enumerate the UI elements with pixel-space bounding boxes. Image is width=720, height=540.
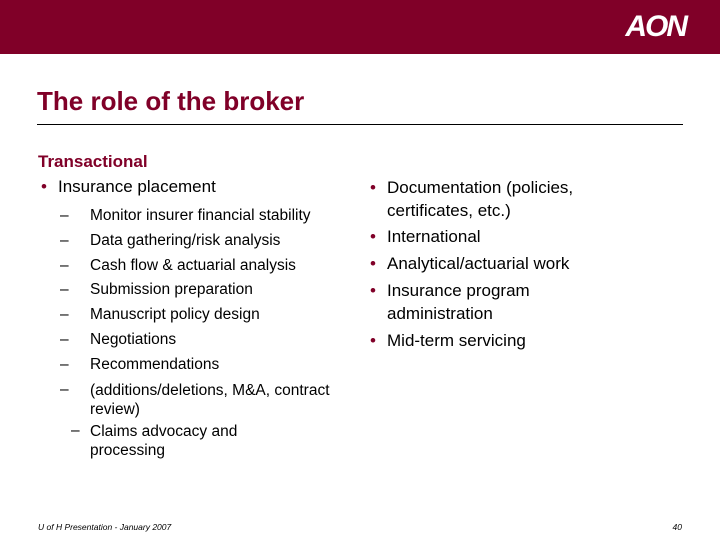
header-bar	[0, 0, 720, 54]
dash-icon: –	[60, 281, 69, 299]
bullet-item	[367, 329, 657, 352]
sub-item	[38, 378, 368, 419]
slide-title: The role of the broker	[37, 86, 305, 116]
sub-item-label: Claims advocacy and processing	[90, 422, 238, 459]
sub-item-label: (additions/deletions, M&A, contract review)	[90, 381, 330, 418]
bullet-item	[367, 176, 657, 222]
right-column	[367, 176, 657, 352]
sub-item-label: Monitor insurer financial stability	[90, 207, 311, 224]
bullet-label: Documentation (policies, certificates, etc.)	[387, 178, 574, 220]
dash-icon: –	[60, 355, 69, 373]
bullet-item	[38, 175, 368, 200]
left-column	[38, 150, 368, 460]
sub-item	[38, 254, 368, 279]
sub-item	[38, 204, 368, 229]
bullet-item	[367, 225, 657, 248]
sub-item-label: Recommendations	[90, 355, 220, 373]
bullet-label: International	[387, 227, 481, 246]
bullet-icon: •	[41, 176, 47, 196]
bullet-icon: •	[370, 331, 376, 350]
dash-icon: –	[60, 306, 69, 324]
bullet-label: Insurance program administration	[387, 281, 530, 323]
bullet-label: Mid-term servicing	[387, 331, 526, 350]
sub-item	[38, 419, 368, 460]
sub-item	[38, 328, 368, 353]
dash-icon: –	[71, 421, 80, 439]
bullet-item	[367, 252, 657, 275]
sub-item-label: Cash flow & actuarial analysis	[90, 256, 296, 274]
dash-icon: –	[60, 256, 69, 274]
dash-icon: –	[60, 231, 69, 249]
dash-icon: –	[60, 380, 69, 398]
sub-item	[38, 353, 368, 378]
bullet-icon: •	[370, 178, 376, 197]
bullet-item	[367, 279, 657, 325]
bullet-icon: •	[370, 281, 376, 300]
sub-item	[38, 303, 368, 328]
sub-item-label: Submission preparation	[90, 281, 253, 299]
dash-icon: –	[60, 330, 69, 348]
bullet-icon: •	[370, 254, 376, 273]
dash-icon: –	[60, 207, 69, 224]
sub-item-label: Manuscript policy design	[90, 306, 260, 324]
bullet-label: Insurance placement	[58, 176, 216, 196]
page-number: 40	[672, 522, 682, 532]
bullet-icon: •	[370, 227, 376, 246]
sub-item	[38, 229, 368, 254]
section-heading: Transactional	[38, 152, 148, 171]
sub-item	[38, 278, 368, 303]
sub-item-label: Data gathering/risk analysis	[90, 231, 281, 249]
footer-caption: U of H Presentation - January 2007	[38, 522, 172, 532]
aon-logo: AON	[625, 10, 686, 43]
title-divider	[37, 124, 683, 125]
bullet-label: Analytical/actuarial work	[387, 254, 570, 273]
sub-item-label: Negotiations	[90, 330, 177, 348]
